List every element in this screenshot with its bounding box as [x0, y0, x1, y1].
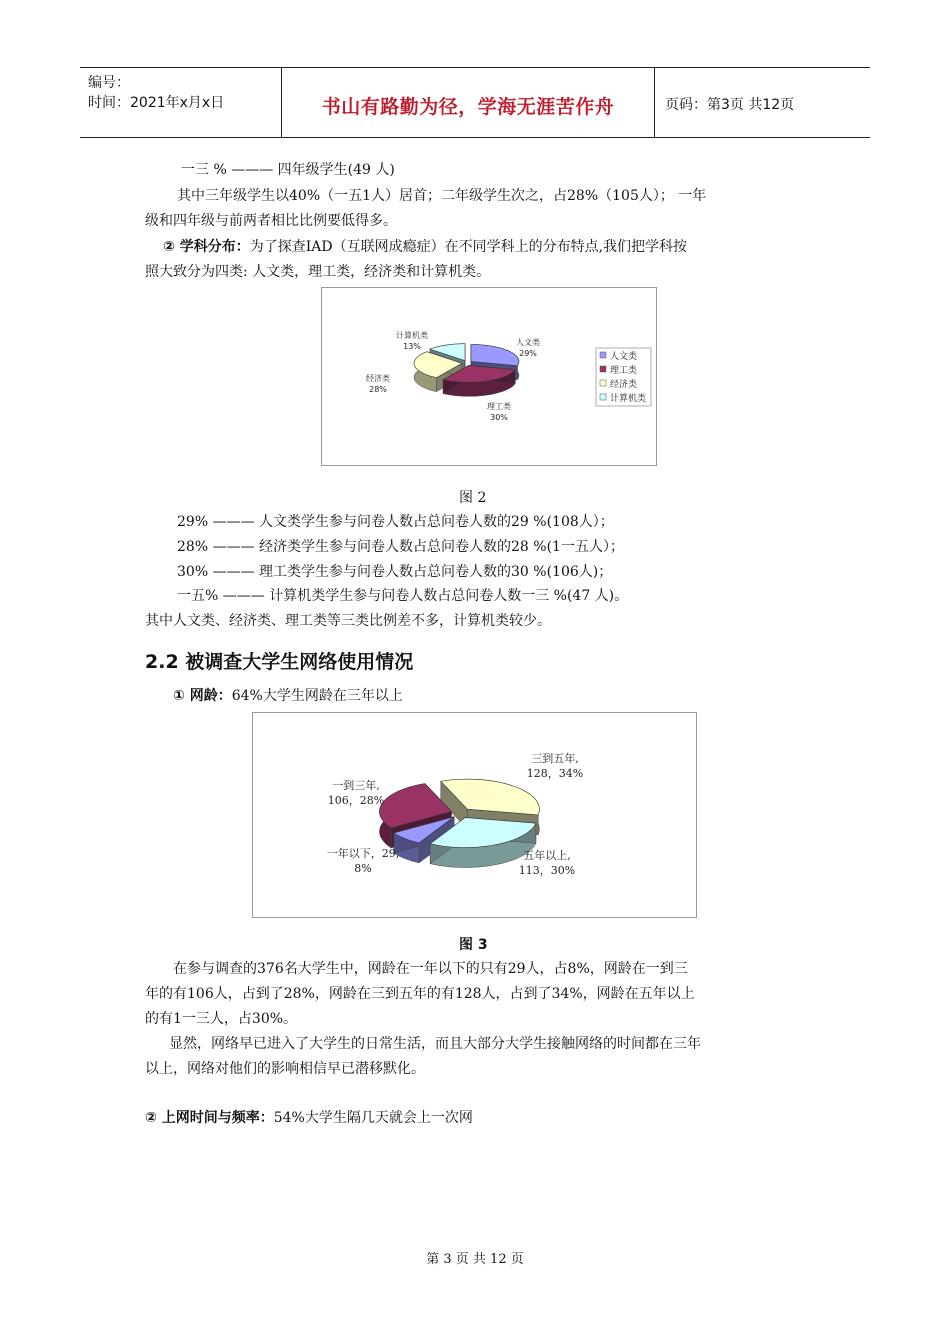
fig3-data-label-value: 113，30%	[518, 864, 576, 877]
paragraph-grades-1: 其中三年级学生以40%（一五1人）居首；二年级学生次之，占28%（105人）； 一年	[177, 188, 707, 204]
fig2-legend-swatch	[600, 380, 606, 386]
age-paragraph-1: 在参与调查的376名大学生中，网龄在一年以下的只有29人，占8%，网龄在一到三	[173, 961, 688, 977]
frequency-text: 54%大学生隔几天就会上一次网	[273, 1110, 473, 1126]
fig2-data-label-value: 28%	[369, 385, 387, 394]
fig3-data-label: 一到三年,	[332, 779, 380, 792]
fig3-chart	[252, 712, 697, 918]
fig2-data-label-value: 29%	[519, 349, 537, 358]
fig2-legend-label: 计算机类	[610, 394, 647, 404]
paragraph-grades-2: 级和四年级与前两者相比比例要低得多。	[145, 213, 397, 229]
conclusion-paragraph-2: 以上，网络对他们的影响相信早已潜移默化。	[145, 1061, 425, 1077]
age-text: 64%大学生网龄在三年以上	[231, 688, 403, 704]
conclusion-paragraph-1: 显然，网络早已进入了大学生的日常生活，而且大部分大学生接触网络的时间都在三年	[169, 1036, 701, 1052]
page-footer: 第 3 页 共 12 页	[426, 1252, 524, 1267]
fig3-svg	[253, 713, 696, 917]
fig2-legend-swatch	[600, 366, 606, 372]
subject-paragraph-2: 照大致分为四类: 人文类，理工类，经济类和计算机类。	[145, 264, 491, 280]
fig3-data-label: 三到五年,	[531, 752, 579, 765]
fig2-data-label-name: 经济类	[366, 374, 390, 383]
subject-stat-2: 28% ——— 经济类学生参与问卷人数占总问卷人数的28 %(1一五人）；	[177, 539, 624, 555]
fig2-data-label-name: 理工类	[487, 402, 511, 411]
fig2-data-label-value: 13%	[403, 342, 421, 351]
fig2-data-label-name: 计算机类	[396, 331, 428, 340]
fig2-caption: 图 2	[459, 490, 487, 506]
section-title: 2.2 被调查大学生网络使用情况	[145, 651, 414, 673]
subject-stat-3: 30% ——— 理工类学生参与问卷人数占总问卷人数的30 %(106人)；	[177, 564, 613, 580]
fig2-data-label-name: 人文类	[516, 338, 540, 347]
frequency-line	[145, 1108, 473, 1128]
subject-heading: ② 学科分布：	[163, 239, 250, 255]
fig2-legend-label: 人文类	[610, 352, 638, 362]
fig3-data-label-value: 106，28%	[327, 794, 385, 807]
subject-stat-4: 一五% ——— 计算机类学生参与问卷人数占总问卷人数一三 %(47 人)。	[177, 588, 629, 604]
fig3-data-label-value: 128，34%	[526, 767, 584, 780]
fig2-legend-swatch	[600, 394, 606, 400]
page-header	[80, 67, 870, 138]
header-page-info: 页码：第3页 共12页	[665, 97, 795, 113]
subject-stat-1: 29% ——— 人文类学生参与问卷人数占总问卷人数的29 %(108人）；	[177, 514, 614, 530]
fig3-data-label: 五年以上,	[523, 849, 571, 862]
header-number: 编号：	[88, 75, 130, 91]
grade4-line: 一三 % ——— 四年级学生(49 人)	[181, 162, 395, 178]
fig3-caption: 图 3	[459, 937, 488, 953]
fig2-legend	[596, 348, 651, 406]
fig2-chart	[321, 287, 657, 466]
fig2-data-label-value: 30%	[490, 413, 508, 422]
header-motto-cell	[282, 68, 655, 137]
fig2-legend-swatch	[600, 352, 606, 358]
header-motto: 书山有路勤为径，学海无涯苦作舟	[321, 96, 615, 118]
frequency-heading: ② 上网时间与频率：	[145, 1110, 274, 1126]
header-time: 时间：2021年x月x日	[88, 95, 225, 111]
fig3-data-label: 一年以下，29,	[326, 847, 400, 860]
fig2-legend-label: 经济类	[610, 380, 638, 390]
age-line	[173, 686, 403, 706]
fig3-data-label-value: 8%	[354, 862, 372, 875]
age-paragraph-2: 年的有106人，占到了28%，网龄在三到五年的有128人，占到了34%，网龄在五年以上	[145, 986, 695, 1002]
subject-paragraph-1	[163, 237, 687, 257]
age-paragraph-3: 的有1一三人，占30%。	[145, 1011, 298, 1027]
subject-text: 为了探查IAD（互联网成瘾症）在不同学科上的分布特点,我们把学科按	[249, 239, 688, 255]
fig2-legend-label: 理工类	[610, 366, 638, 376]
age-heading: ① 网龄：	[173, 688, 232, 704]
fig2-svg	[322, 288, 656, 465]
header-meta-cell	[80, 68, 282, 137]
subject-summary: 其中人文类、经济类、理工类等三类比例差不多，计算机类较少。	[145, 613, 551, 629]
header-page-cell	[655, 68, 870, 137]
